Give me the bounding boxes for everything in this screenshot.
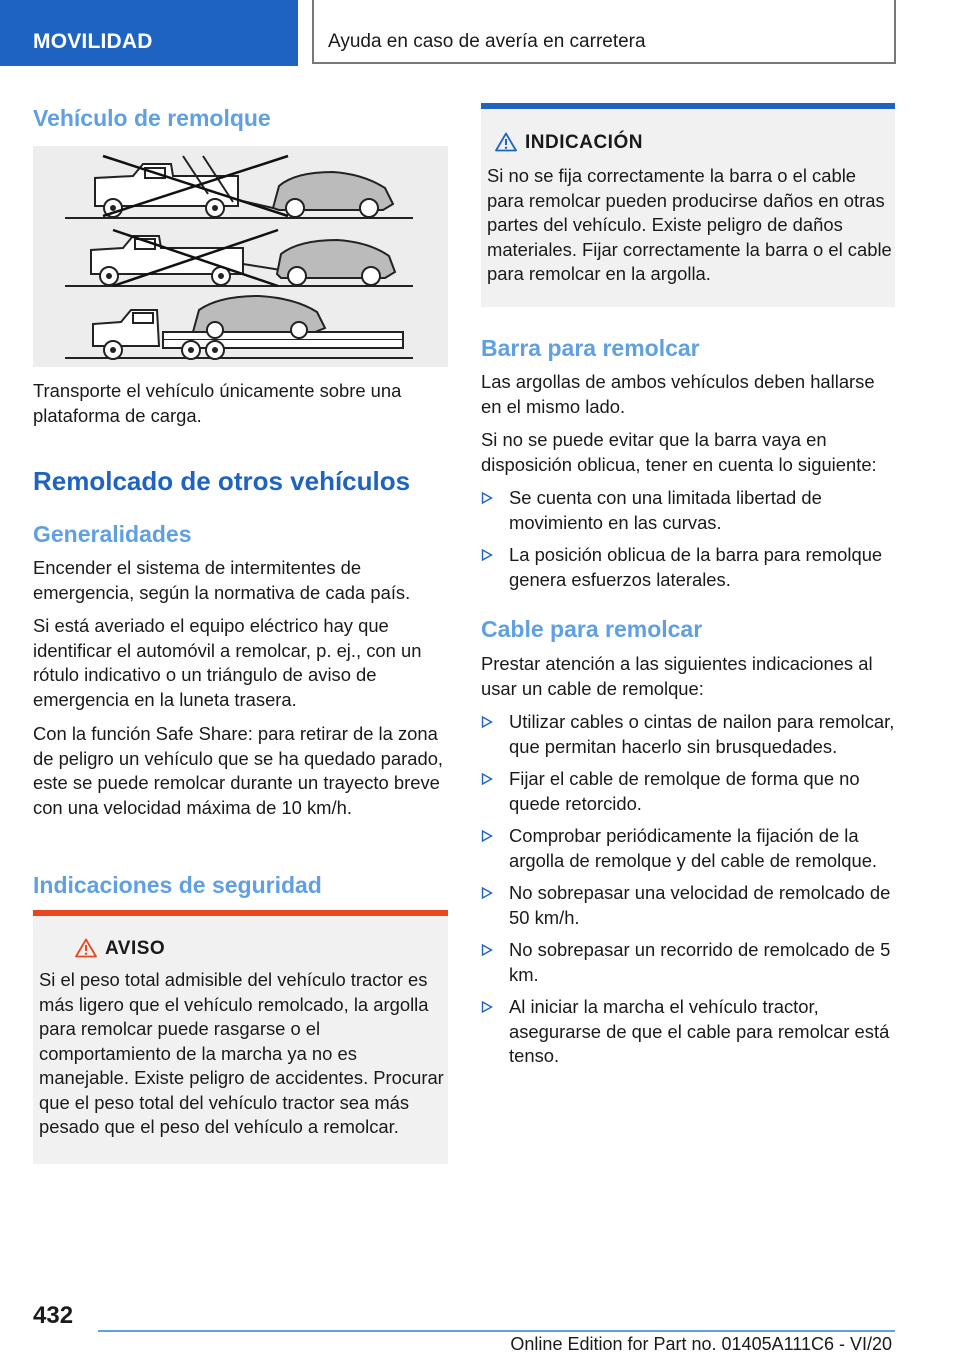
heading-tow-cable: Cable para remolcar	[481, 616, 703, 642]
warning-text: Si el peso total admisible del vehículo tractor es más ligero que el vehículo remolcado, la argolla para remolcar puede rasgarse o el comportamiento de la marcha ya no es manejable. Existe peligro de accidentes. Procurar que el peso total del vehículo tractor sea más pesado que el peso del vehículo a remolcar.	[39, 969, 444, 1137]
notice-box	[481, 103, 895, 307]
warning-box	[33, 910, 448, 1164]
triangle-bullet-icon	[481, 549, 493, 561]
towing-illustration	[33, 146, 448, 367]
heading-towing-others: Remolcado de otros vehículos	[33, 466, 411, 496]
notice-text: Si no se fija correctamente la barra o el cable para remolcar pueden producirse daños en otras partes del vehículo. Existe peligro de daños materiales. Fijar correctamente la barra o el cable para remolcar en la argolla.	[487, 165, 892, 284]
triangle-bullet-icon	[481, 492, 493, 504]
heading-tow-bar: Barra para remolcar	[481, 335, 700, 361]
page-number: 432	[33, 1302, 74, 1329]
chapter-title: Ayuda en caso de avería en carretera	[312, 0, 896, 64]
warning-title: AVISO	[105, 938, 166, 959]
towing-methods-diagram	[33, 146, 448, 367]
triangle-bullet-icon	[481, 1001, 493, 1013]
tow-bar-paragraph-2: Si no se puede evitar que la barra vaya en disposición oblicua, tener en cuenta lo siguiente:	[481, 429, 877, 475]
heading-safety: Indicaciones de seguridad	[33, 872, 322, 898]
warning-triangle-icon	[75, 938, 97, 958]
heading-general: Generalidades	[33, 521, 192, 547]
footer-edition: Online Edition for Part no. 01405A111C6 - VI/20	[510, 1334, 892, 1354]
tow-vehicle-caption: Transporte el vehículo únicamente sobre una plataforma de carga.	[33, 380, 402, 426]
heading-tow-vehicle: Vehículo de remolque	[33, 105, 271, 131]
triangle-bullet-icon	[481, 830, 493, 842]
page-header	[0, 0, 960, 66]
triangle-bullet-icon	[481, 773, 493, 785]
section-tab: MOVILIDAD	[0, 0, 298, 66]
general-paragraph-3: Con la función Safe Share: para retirar de la zona de peligro un vehículo que se ha quedado parado, este se puede remolcar durante un trayecto breve con una velocidad máxima de 10 km/h.	[33, 723, 444, 818]
general-paragraph-1: Encender el sistema de intermitentes de emergencia, según la normativa de cada país.	[33, 557, 411, 603]
tow-cable-paragraph-1: Prestar atención a las siguientes indicaciones al usar un cable de remolque:	[481, 653, 873, 699]
warning-bar	[33, 910, 448, 916]
notice-bar	[481, 103, 895, 109]
triangle-bullet-icon	[481, 944, 493, 956]
tow-bar-paragraph-1: Las argollas de ambos vehículos deben hallarse en el mismo lado.	[481, 371, 875, 417]
triangle-bullet-icon	[481, 716, 493, 728]
warning-triangle-icon	[495, 132, 517, 152]
footer-divider	[98, 1330, 895, 1332]
triangle-bullet-icon	[481, 887, 493, 899]
general-paragraph-2: Si está averiado el equipo eléctrico hay que identificar el automóvil a remolcar, p. ej., con un rótulo indicativo o un triángulo de aviso de emergencia en la luneta trasera.	[33, 615, 422, 710]
notice-title: INDICACIÓN	[525, 132, 643, 153]
